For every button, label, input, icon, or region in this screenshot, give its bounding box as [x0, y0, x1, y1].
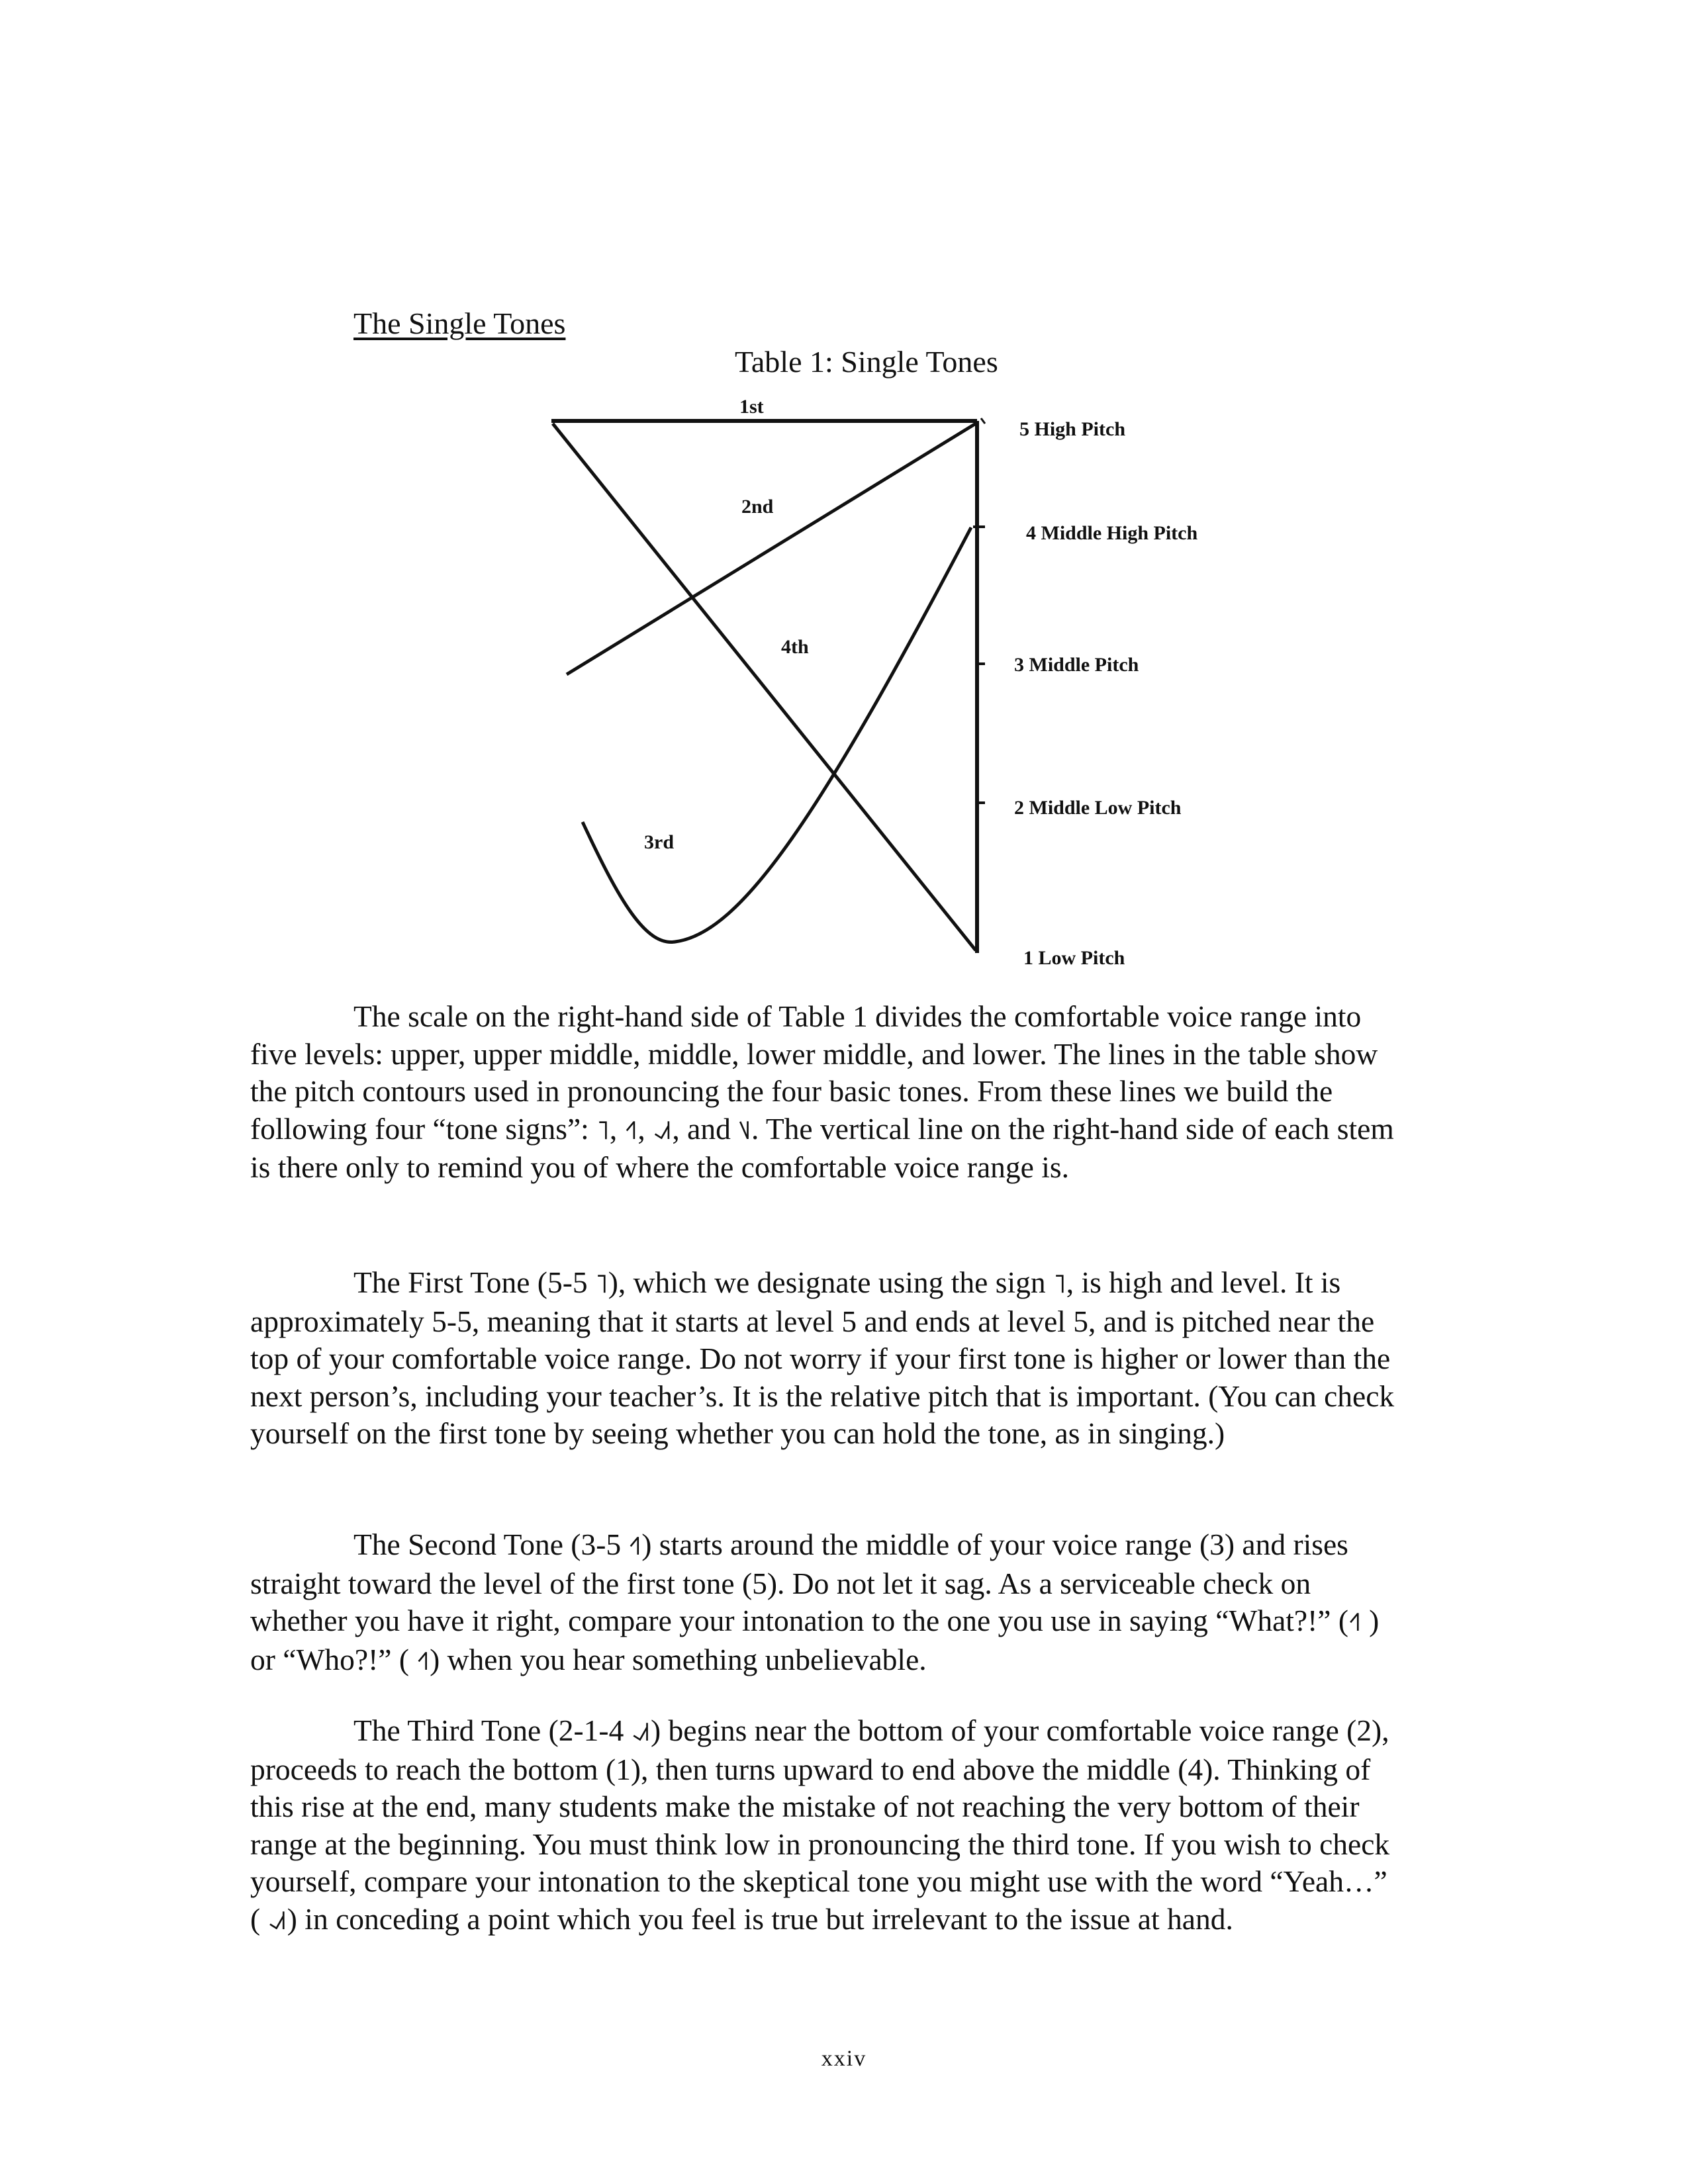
paragraph-third-tone: The Third Tone (2-1-4 ˨˩˦) begins near the bottom of your comfortable voice range (2), proceeds to reach the bottom (1), then turns upward to end above the middle (4). Thinking of this rise at the end, many students make the mistake of not reaching the very bottom of their range at the beginning. You must think low in pronouncing the third tone. If you wish to check yourself, compare your intonation to the skeptical tone you might use with the word “Yeah…” ( ˨˩˦) in conceding a point which you feel is true but irrelevant to the issue at hand.: [250, 1713, 1390, 1936]
section-title: The Single Tones: [353, 306, 566, 340]
tone-sign-third: ˨˩˦: [653, 1115, 673, 1146]
tone-sign-first: ˥: [594, 1269, 608, 1299]
paragraph-first-tone: The First Tone (5-5 ˥), which we designate using the sign ˥, is high and level. It is approximately 5-5, meaning that it starts at level 5 and ends at level 5, and is pitched near the top of your comfortable voice range. Do not worry if your first tone is higher or lower than the next person’s, including your teacher’s. It is the relative pitch that is important. (You can check yourself on the first tone by seeing whether you can hold the tone, as in singing.): [250, 1265, 1395, 1450]
tone-label-4th: 4th: [781, 636, 809, 658]
level-label-3: 3 Middle Pitch: [1014, 654, 1139, 676]
tone-sign-second: ˧˥: [1348, 1607, 1362, 1637]
tone-label-3rd: 3rd: [644, 831, 674, 853]
level-label-4: 4 Middle High Pitch: [1026, 522, 1198, 544]
tone-sign-third: ˨˩˦: [267, 1905, 287, 1936]
level-label-1: 1 Low Pitch: [1023, 947, 1125, 969]
table-caption: Table 1: Single Tones: [735, 345, 998, 379]
tone-label-1st: 1st: [739, 396, 764, 418]
scale-tick: [981, 418, 985, 424]
tone-sign-fourth: ˥˩: [738, 1115, 751, 1146]
paragraph-second-tone: The Second Tone (3-5 ˧˥) starts around the middle of your voice range (3) and rises straight toward the level of the first tone (5). Do not let it sag. As a serviceable check on whether you have it right, compare your intonation to the one you use in saying “What?!” (˧˥ ) or “Who?!” ( ˧˥) when you hear something unbelievable.: [250, 1527, 1380, 1676]
tone-sign-first: ˥: [596, 1115, 610, 1146]
level-label-5: 5 High Pitch: [1019, 418, 1126, 440]
page-number: xxiv: [821, 2046, 867, 2071]
tone-label-2nd: 2nd: [741, 496, 774, 518]
single-tones-diagram: [0, 0, 1688, 993]
tone-sign-second: ˧˥: [624, 1115, 638, 1146]
tone-sign-second: ˧˥: [628, 1531, 642, 1561]
level-label-2: 2 Middle Low Pitch: [1014, 797, 1182, 819]
tone-sign-third: ˨˩˦: [631, 1717, 651, 1747]
tone-sign-second: ˧˥: [416, 1645, 430, 1676]
tone-sign-first: ˥: [1053, 1269, 1066, 1299]
paragraph-scale: The scale on the right-hand side of Table 1 divides the comfortable voice range into five levels: upper, upper middle, middle, lower middle, and lower. The lines in the table show the pitch contours used in pronouncing the four basic tones. From these lines we build the following four “tone signs”: ˥, ˧˥, ˨˩˦, and ˥˩. The vertical line on the right-hand side of each stem is there only to remind you of where the comfortable voice range is.: [250, 999, 1394, 1184]
third-tone-curve: [583, 527, 971, 942]
